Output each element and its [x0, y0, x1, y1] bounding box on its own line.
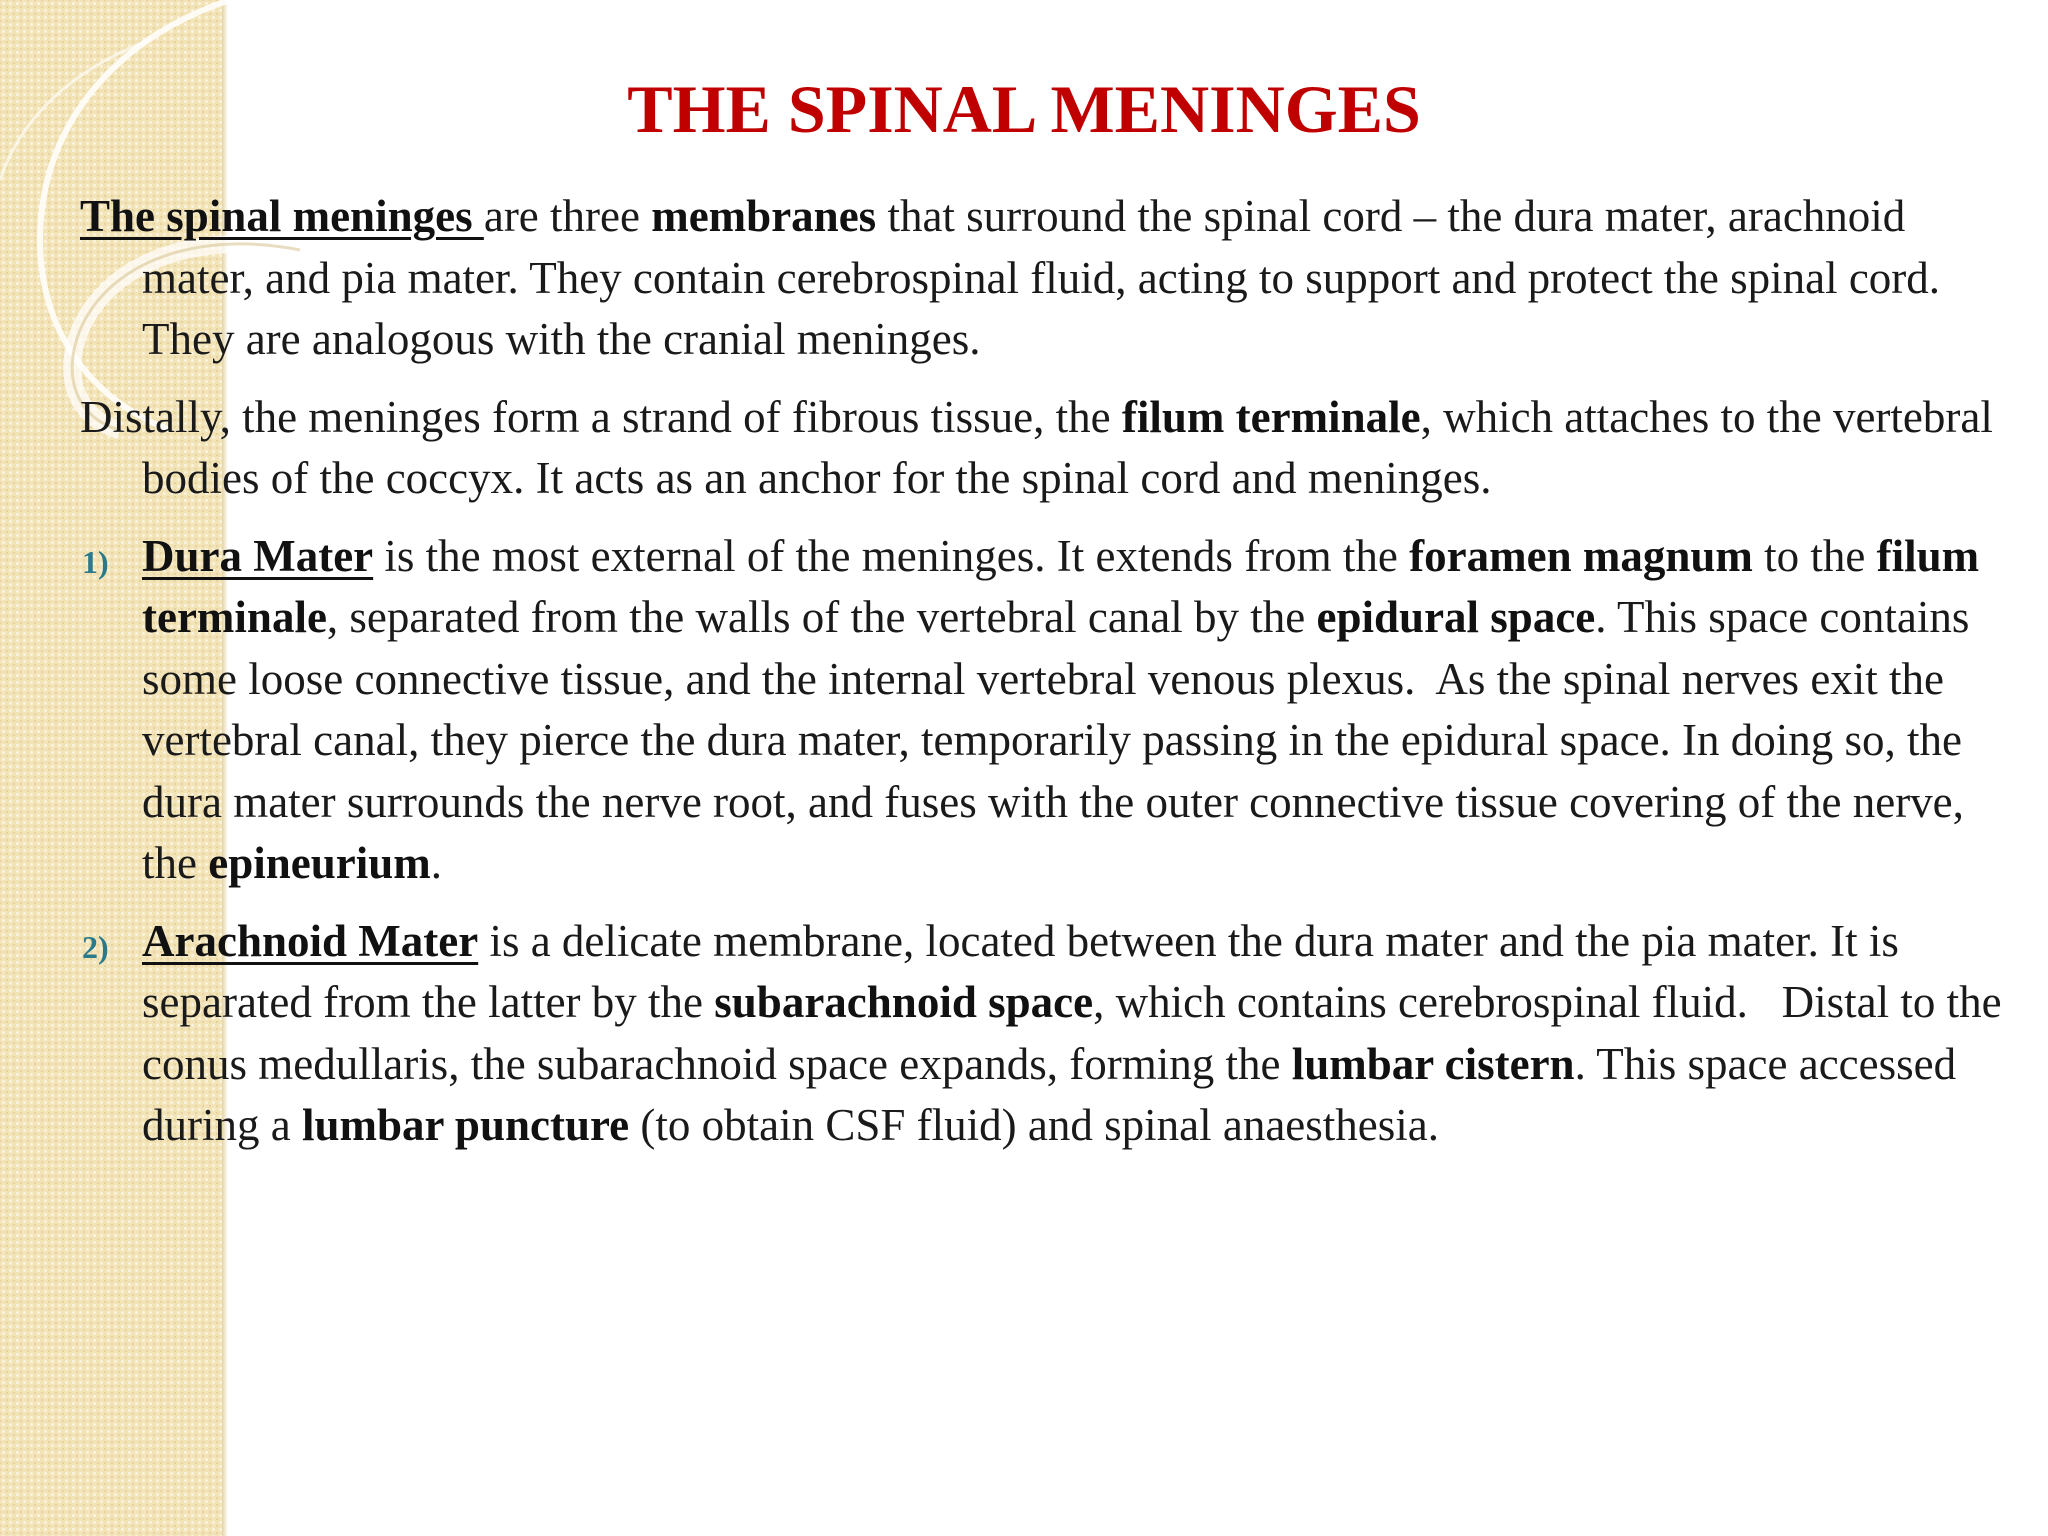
distal-paragraph: Distally, the meninges form a strand of fibrous tissue, the filum terminale, which attaches to the vertebral bodies of the coccyx. It acts as an anchor for the spinal cord and meninges. [80, 391, 1993, 503]
term-dura-mater: Dura Mater [142, 530, 374, 581]
intro-paragraph: The spinal meninges are three membranes that surround the spinal cord – the dura mater, arachnoid mater, and pia mater. They contain cerebrospinal fluid, acting to support and protect the spinal cord. They are analogous with the cranial meninges. [80, 191, 1941, 364]
term-spinal-meninges: The spinal meninges [80, 191, 484, 241]
slide-content [80, 186, 2010, 1173]
term-arachnoid-mater: Arachnoid Mater [142, 915, 479, 966]
slide-title: THE SPINAL MENINGES [627, 71, 1421, 147]
list-item-dura-mater: 1) Dura Mater is the most external of the meninges. It extends from the foramen magnum to the filum terminale, separated from the walls of the vertebral canal by the epidural space. This space contains some loose connective tissue, and the internal vertebral venous plexus. As the spinal nerves exit the vertebral canal, they pierce the dura mater, temporarily passing in the epidural space. In doing so, the dura mater surrounds the nerve root, and fuses with the outer connective tissue covering of the nerve, the epineurium. [82, 530, 1980, 888]
list-number: 1) [82, 543, 109, 580]
list-item-arachnoid-mater: 2) Arachnoid Mater is a delicate membrane, located between the dura mater and the pia mater. It is separated from the latter by the subarachnoid space, which contains cerebrospinal fluid. Distal to the conus medullaris, the subarachnoid space expands, forming the lumbar cistern. This space accessed during a lumbar puncture (to obtain CSF fluid) and spinal anaesthesia. [82, 915, 2002, 1150]
term-filum-terminale: filum terminale [1121, 391, 1421, 442]
term-membranes: membranes [651, 191, 877, 241]
list-number: 2) [82, 928, 109, 965]
